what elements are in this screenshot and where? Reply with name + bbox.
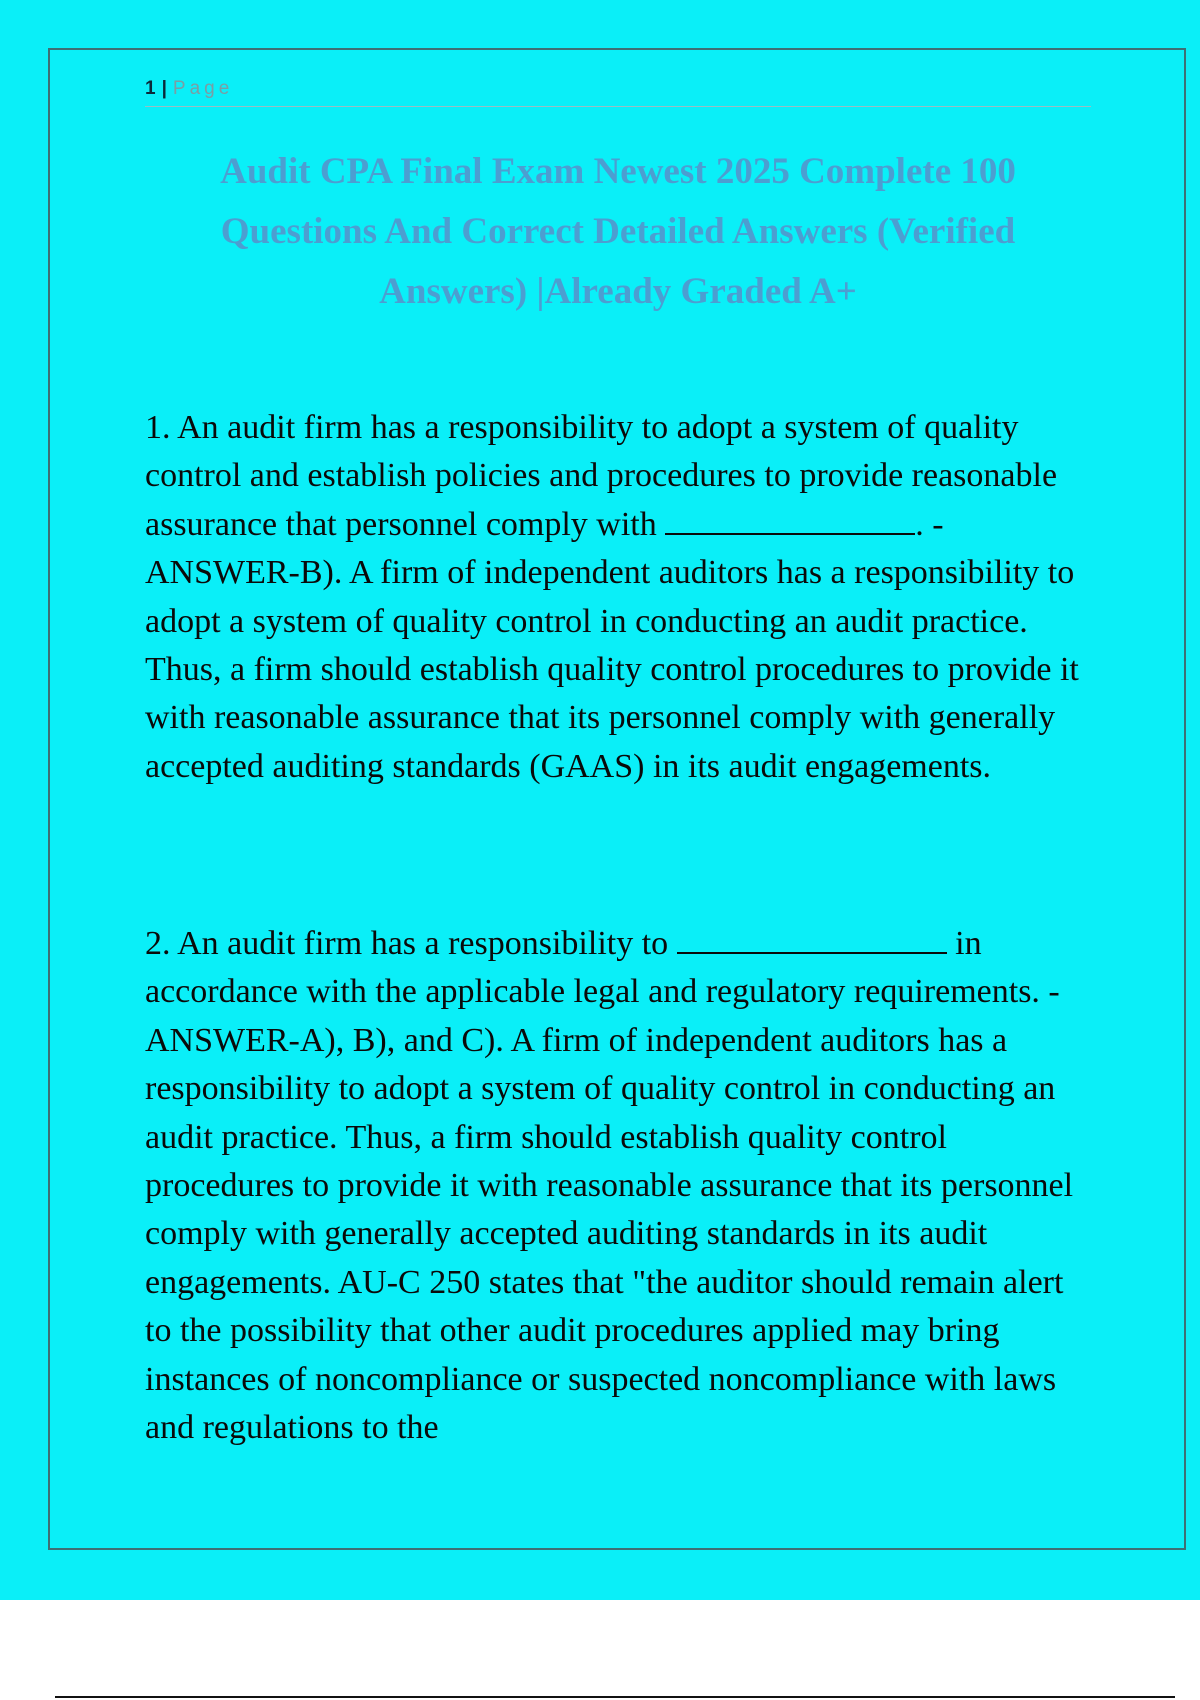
answer-blank	[665, 503, 915, 535]
question-stem: An audit firm has a responsibility to	[177, 925, 669, 962]
page-label: Page	[172, 78, 234, 99]
question-answer: . - ANSWER-B). A firm of independent auditors has a responsibility to adopt a system of quality control in conducting an audit practice. Thus, a firm should establish quality control procedures to provide it with reasonable assurance that its personnel comply with generally accepted auditing standards (GAAS) in its audit engagements.	[145, 505, 1079, 785]
question-1	[145, 404, 1091, 791]
document-title: Audit CPA Final Exam Newest 2025 Complete 100 Questions And Correct Detailed Answers (Verified Answers) |Already Graded A+	[220, 151, 1016, 312]
page-separator: |	[161, 78, 167, 99]
footer-rule	[55, 1696, 1175, 1698]
question-2	[145, 920, 1091, 1452]
question-answer: in accordance with the applicable legal and regulatory requirements. - ANSWER-A), B), and C). A firm of independent auditors has a responsibility to adopt a system of quality control in conducting an audit practice. Thus, a firm should establish quality control procedures to provide it with reasonable assurance that its personnel comply with generally accepted auditing standards in its audit engagements. AU-C 250 states that "the auditor should remain alert to the possibility that other audit procedures applied may bring instances of noncompliance or suspected noncompliance with laws and regulations to the	[145, 925, 1074, 1447]
question-number: 2.	[145, 925, 171, 962]
question-number: 1.	[145, 409, 171, 446]
page-number: 1	[145, 78, 156, 99]
answer-blank	[677, 922, 947, 954]
page-header	[145, 72, 1091, 107]
question-stem: An audit firm has a responsibility to adopt a system of quality control and establish policies and procedures to provide reasonable assurance that personnel comply with	[145, 409, 1058, 543]
